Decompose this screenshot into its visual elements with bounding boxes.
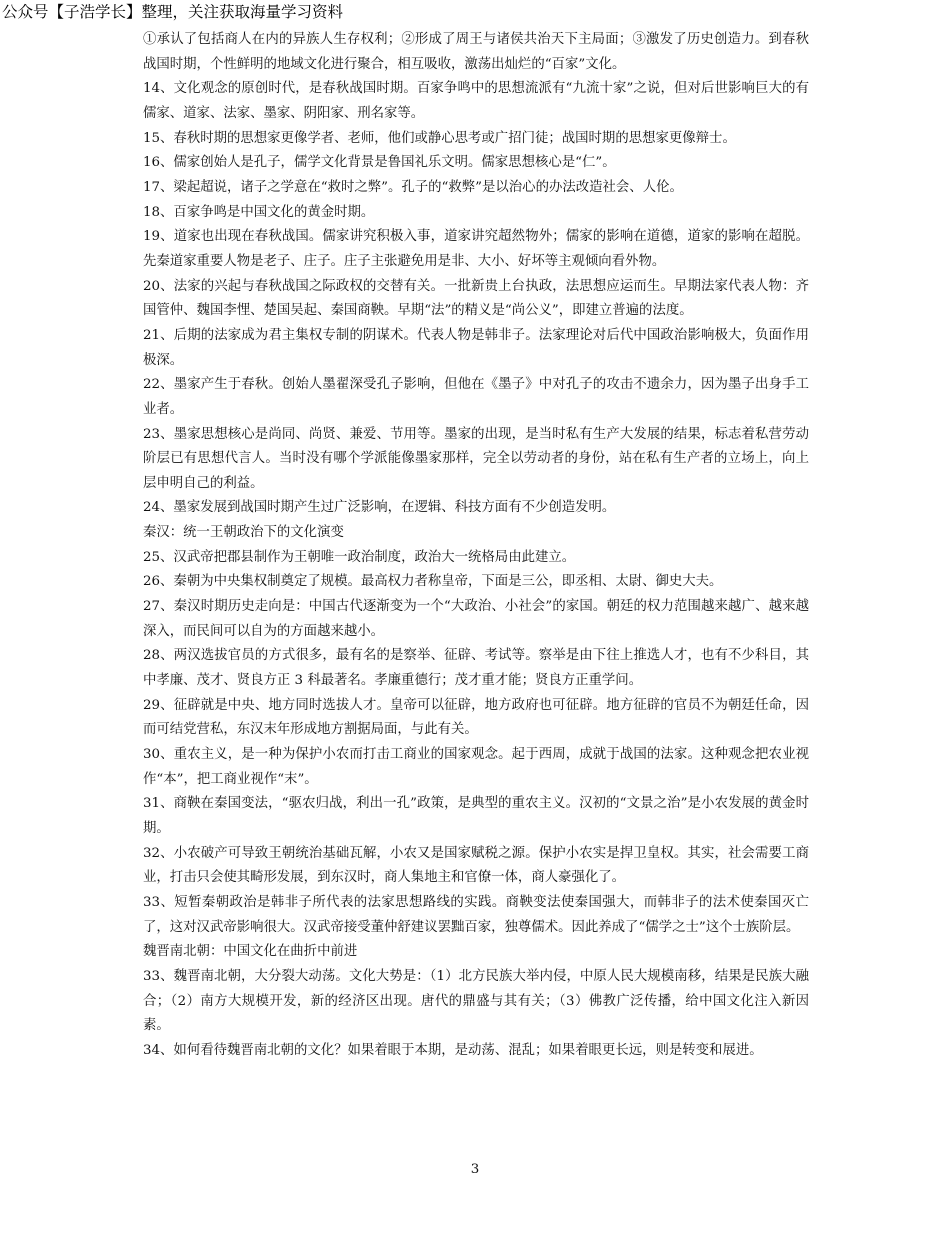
document-body — [143, 28, 809, 1064]
page-number: 3 — [470, 1162, 480, 1177]
paragraph: 32、小农破产可导致王朝统治基础瓦解，小农又是国家赋税之源。保护小农实是捍卫皇权。其实，社会需要工商业，打击只会使其畸形发展，到东汉时，商人集地主和官僚一体，商人豪强化了。 — [143, 845, 809, 886]
paragraph: 30、重农主义，是一种为保护小农而打击工商业的国家观念。起于西周，成就于战国的法家。这种观念把农业视作“本”，把工商业视作“末”。 — [143, 747, 809, 787]
paragraph: 29、征辟就是中央、地方同时选拔人才。皇帝可以征辟，地方政府也可征辟。地方征辟的官员不为朝廷任命，因而可结党营私，东汉末年形成地方割据局面，与此有关。 — [143, 697, 809, 738]
paragraph: 16、儒家创始人是孔子，儒学文化背景是鲁国礼乐文明。儒家思想核心是“仁”。 — [143, 155, 616, 171]
paragraph: 33、魏晋南北朝，大分裂大动荡。文化大势是：（1）北方民族大举内侵，中原人民大规模南移，结果是民族大融合；（2）南方大规模开发，新的经济区出现。唐代的鼎盛与其有关；（3）佛教广泛传播，给中国文化注入新因素。 — [143, 968, 809, 1034]
paragraph: 14、文化观念的原创时代，是春秋战国时期。百家争鸣中的思想流派有“九流十家”之说，但对后世影响巨大的有儒家、道家、法家、墨家、阴阳家、刑名家等。 — [143, 81, 809, 121]
paragraph: 17、梁起超说，诸子之学意在“救时之弊”。孔子的“救弊”是以治心的办法改造社会、人伦。 — [143, 179, 683, 195]
watermark-header: 公众号【子浩学长】整理，关注获取海量学习资料 — [2, 3, 344, 21]
paragraph: 20、法家的兴起与春秋战国之际政权的交替有关。一批新贵上台执政，法思想应运而生。早期法家代表人物：齐国管仲、魏国李悝、楚国吴起、秦国商鞅。早期“法”的精义是“尚公义”，即建立普遍的法度。 — [143, 278, 809, 319]
section-heading: 秦汉：统一王朝政治下的文化演变 — [143, 525, 344, 541]
paragraph: 25、汉武帝把郡县制作为王朝唯一政治制度，政治大一统格局由此建立。 — [143, 549, 576, 565]
paragraph: 26、秦朝为中央集权制奠定了规模。最高权力者称皇帝，下面是三公，即丞相、太尉、御史大夫。 — [143, 574, 723, 590]
paragraph: ①承认了包括商人在内的异族人生存权利；②形成了周王与诸侯共治天下主局面；③激发了历史创造力。到春秋战国时期，个性鲜明的地域文化进行聚合，相互吸收，激荡出灿烂的“百家”文化。 — [143, 32, 809, 72]
paragraph: 33、短暂秦朝政治是韩非子所代表的法家思想路线的实践。商鞅变法使秦国强大，而韩非子的法术使秦国灭亡了，这对汉武帝影响很大。汉武帝接受董仲舒建议罢黜百家，独尊儒术。因此养成了“儒学之士”这个士族阶层。 — [143, 894, 809, 935]
paragraph: 34、如何看待魏晋南北朝的文化？如果着眼于本期，是动荡、混乱；如果着眼更长远，则是转变和展进。 — [143, 1042, 763, 1058]
paragraph: 23、墨家思想核心是尚同、尚贤、兼爱、节用等。墨家的出现，是当时私有生产大发展的结果，标志着私营劳动阶层已有思想代言人。当时没有哪个学派能像墨家那样，完全以劳动者的身份，站在私有生产者的立场上，向上层申明自己的利益。 — [143, 426, 809, 491]
paragraph: 21、后期的法家成为君主集权专制的阴谋术。代表人物是韩非子。法家理论对后代中国政治影响极大，负面作用极深。 — [143, 327, 809, 368]
paragraph: 15、春秋时期的思想家更像学者、老师，他们或静心思考或广招门徒；战国时期的思想家更像辩士。 — [143, 130, 736, 146]
paragraph: 24、墨家发展到战国时期产生过广泛影响，在逻辑、科技方面有不少创造发明。 — [143, 500, 616, 516]
paragraph: 28、两汉选拔官员的方式很多，最有名的是察举、征辟、考试等。察举是由下往上推选人才，也有不少科目，其中孝廉、茂才、贤良方正 3 科最著名。孝廉重德行；茂才重才能；贤良方正重学问。 — [143, 648, 809, 689]
paragraph: 31、商鞅在秦国变法，“驱农归战，利出一孔”政策，是典型的重农主义。汉初的“文景之治”是小农发展的黄金时期。 — [143, 796, 809, 836]
section-heading: 魏晋南北朝：中国文化在曲折中前进 — [143, 944, 358, 960]
paragraph: 18、百家争鸣是中国文化的黄金时期。 — [143, 204, 375, 220]
paragraph: 27、秦汉时期历史走向是：中国古代逐渐变为一个“大政治、小社会”的家国。朝廷的权力范围越来越广、越来越深入，而民间可以自为的方面越来越小。 — [143, 599, 809, 639]
paragraph: 22、墨家产生于春秋。创始人墨翟深受孔子影响，但他在《墨子》中对孔子的攻击不遗余力，因为墨子出身手工业者。 — [143, 377, 809, 417]
paragraph: 19、道家也出现在春秋战国。儒家讲究积极入事，道家讲究超然物外；儒家的影响在道德，道家的影响在超脱。先秦道家重要人物是老子、庄子。庄子主张避免用是非、大小、好坏等主观倾向看外物。 — [143, 229, 809, 269]
